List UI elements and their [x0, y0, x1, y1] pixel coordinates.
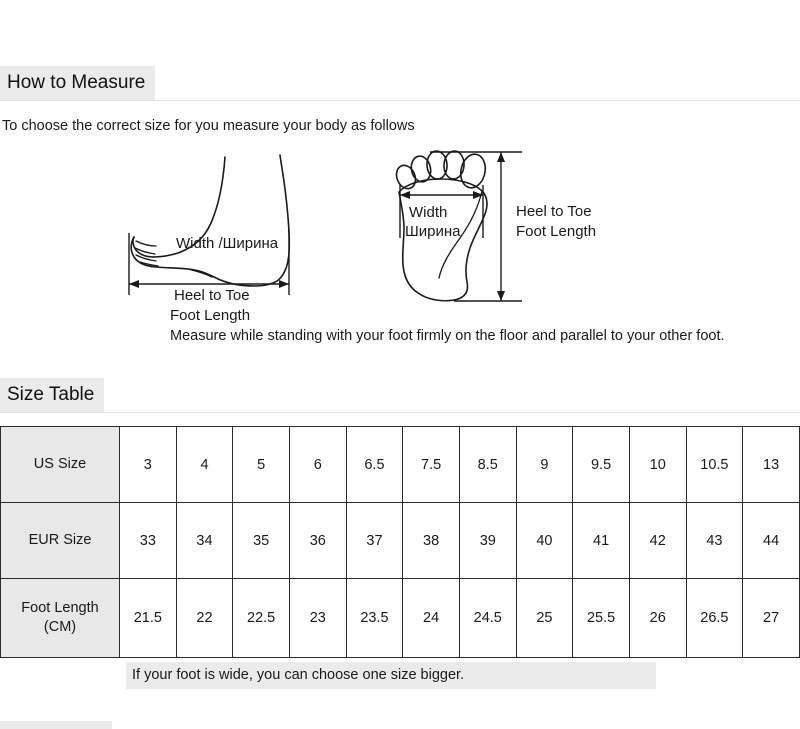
table-cell: 4: [176, 427, 233, 503]
table-cell: 39: [459, 503, 516, 579]
table-cell: 7.5: [403, 427, 460, 503]
table-cell: 6.5: [346, 427, 403, 503]
table-cell: 35: [233, 503, 290, 579]
toe-crease-1: [136, 241, 156, 246]
table-cell: 3: [120, 427, 177, 503]
table-cell: 23: [289, 579, 346, 658]
table-cell: 23.5: [346, 579, 403, 658]
size-chart-table: [0, 426, 800, 658]
table-cell: 38: [403, 503, 460, 579]
row-header-foot-length: [1, 579, 120, 658]
measure-instruction-note: Measure while standing with your foot firmly on the floor and parallel to your other foot.: [170, 328, 725, 344]
size-advice-note: If your foot is wide, you can choose one size bigger.: [126, 662, 656, 689]
table-cell: 41: [573, 503, 630, 579]
table-cell: 42: [629, 503, 686, 579]
width-arrowhead-left: [400, 191, 410, 199]
table-cell: 26: [629, 579, 686, 658]
arrowhead-right: [279, 280, 289, 288]
foot-measurement-diagrams: [0, 145, 800, 324]
side-view-foot-diagram: [112, 145, 322, 324]
side-foot-length-label: Foot Length: [170, 307, 251, 324]
table-cell: 10: [629, 427, 686, 503]
table-cell: 25: [516, 579, 573, 658]
row-header-eur-size: EUR Size: [1, 503, 120, 579]
table-cell: 9: [516, 427, 573, 503]
table-cell: 40: [516, 503, 573, 579]
arch-curve: [188, 269, 212, 277]
top-heel-to-toe-label: Heel to Toe: [516, 203, 592, 220]
table-cell: 37: [346, 503, 403, 579]
size-table-title: Size Table: [0, 378, 104, 412]
top-view-foot-diagram: [382, 140, 597, 315]
table-row: [1, 503, 800, 579]
table-cell: 33: [120, 503, 177, 579]
table-row: [1, 427, 800, 503]
table-cell: 27: [743, 579, 800, 658]
size-table-section-header: [0, 378, 800, 413]
next-section-header-partial: [0, 721, 112, 729]
table-cell: 21.5: [120, 579, 177, 658]
table-cell: 9.5: [573, 427, 630, 503]
table-cell: 13: [743, 427, 800, 503]
table-cell: 24: [403, 579, 460, 658]
table-cell: 34: [176, 503, 233, 579]
table-cell: 36: [289, 503, 346, 579]
side-heel-to-toe-label: Heel to Toe: [174, 287, 250, 304]
top-arrowhead-down: [497, 291, 505, 301]
side-foot-toe-outline: [133, 237, 154, 257]
header-divider: [0, 100, 800, 101]
row-header-foot-length-line1: Foot Length: [21, 600, 99, 616]
top-foot-length-label: Foot Length: [516, 223, 597, 240]
table-cell: 8.5: [459, 427, 516, 503]
table-cell: 5: [233, 427, 290, 503]
row-header-us-size: US Size: [1, 427, 120, 503]
table-cell: 22.5: [233, 579, 290, 658]
table-cell: 43: [686, 503, 743, 579]
top-width-label-ru: Ширина: [405, 223, 461, 240]
arrowhead-left: [129, 280, 139, 288]
measure-intro-text: To choose the correct size for you measure your body as follows: [2, 118, 415, 134]
side-width-label: Width /Ширина: [176, 235, 279, 252]
table-cell: 26.5: [686, 579, 743, 658]
how-to-measure-title: How to Measure: [0, 66, 155, 100]
table-cell: 24.5: [459, 579, 516, 658]
table-cell: 25.5: [573, 579, 630, 658]
how-to-measure-section-header: [0, 66, 800, 101]
table-cell: 22: [176, 579, 233, 658]
top-arrowhead-up: [497, 152, 505, 162]
table-cell: 44: [743, 503, 800, 579]
table-cell: 6: [289, 427, 346, 503]
row-header-foot-length-line2: (CM): [43, 619, 77, 635]
top-width-label-en: Width: [409, 204, 448, 221]
table-row: [1, 579, 800, 658]
side-foot-heel: [277, 155, 289, 281]
table-cell: 10.5: [686, 427, 743, 503]
header-divider: [0, 412, 800, 413]
